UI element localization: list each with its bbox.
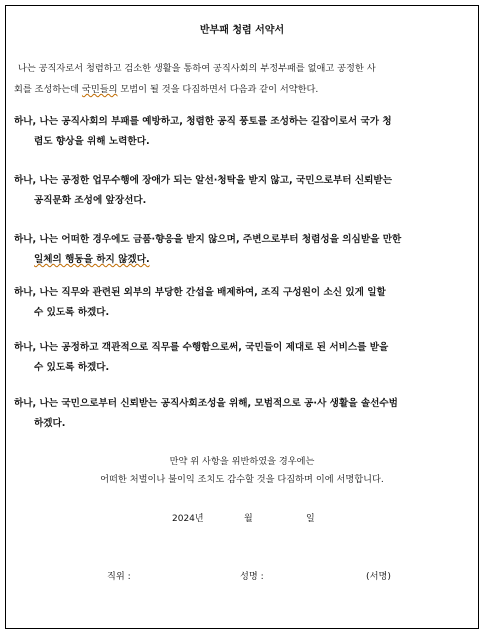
- intro-line-2: [14, 79, 470, 100]
- intro-underlined-word: 국민들의: [81, 84, 118, 95]
- pledge-item: [14, 283, 474, 323]
- signature-label: (서명): [366, 571, 391, 582]
- pledge-line-2: 하겠다.: [34, 418, 66, 429]
- pledge-line-2: 렴도 향상을 위해 노력한다.: [34, 136, 150, 147]
- pledge-line-2: 일체의 행동을 하지 않겠다.: [34, 254, 150, 265]
- pledge-line-1: 하나, 나는 공직사회의 부패를 예방하고, 청렴한 공직 풍토를 조성하는 길잡이로서 국가 청: [14, 116, 392, 127]
- pledge-item: [14, 394, 474, 434]
- pledge-line-1: 하나, 나는 어떠한 경우에도 금품·향응을 받지 않으며, 주변으로부터 청렴성을 의심받을 만한: [14, 234, 402, 245]
- pledge-line-2: 수 있도록 하겠다.: [34, 362, 110, 373]
- closing-line-1: 만약 위 사항을 위반하였을 경우에는: [169, 456, 315, 467]
- closing-line-2: 어떠한 처벌이나 불이익 조치도 감수할 것을 다짐하며 이에 서명합니다.: [100, 474, 384, 485]
- pledge-line-1: 하나, 나는 공정한 업무수행에 장애가 되는 알선·청탁을 받지 않고, 국민으로부터 신뢰받는: [14, 175, 392, 186]
- pledge-line-1: 하나, 나는 공정하고 객관적으로 직무를 수행함으로써, 국민들이 제대로 된 서비스를 받을: [14, 342, 389, 353]
- pledge-line-1: 하나, 나는 직무와 관련된 외부의 부당한 간섭을 배제하여, 조직 구성원이 소신 있게 일할: [14, 287, 386, 298]
- pledge-item: [14, 230, 474, 270]
- intro-line-2-post: 모범이 될 것을 다짐하면서 다음과 같이 서약한다.: [117, 84, 319, 95]
- date-day: 일: [306, 514, 315, 524]
- pledge-item: [14, 338, 474, 378]
- pledge-item: [14, 171, 474, 211]
- position-label: 직위 :: [107, 571, 131, 582]
- intro-paragraph: [14, 58, 470, 100]
- intro-line-1: 나는 공직자로서 청렴하고 검소한 생활을 통하여 공직사회의 부정부패를 없애고 공정한 사: [18, 63, 376, 74]
- pledge-line-2: 수 있도록 하겠다.: [34, 307, 110, 318]
- pledge-item: [14, 112, 474, 152]
- date-month: 월: [244, 514, 253, 524]
- name-label: 성명 :: [240, 571, 264, 582]
- pledge-line-1: 하나, 나는 국민으로부터 신뢰받는 공직사회조성을 위해, 모범적으로 공·사 생활을 솔선수범: [14, 398, 398, 409]
- date-year: 2024년: [172, 514, 204, 524]
- document-title: 반부패 청렴 서약서: [199, 25, 285, 36]
- pledge-line-2: 공직문화 조성에 앞장선다.: [34, 195, 147, 206]
- intro-line-2-pre: 회를 조성하는데: [14, 84, 82, 95]
